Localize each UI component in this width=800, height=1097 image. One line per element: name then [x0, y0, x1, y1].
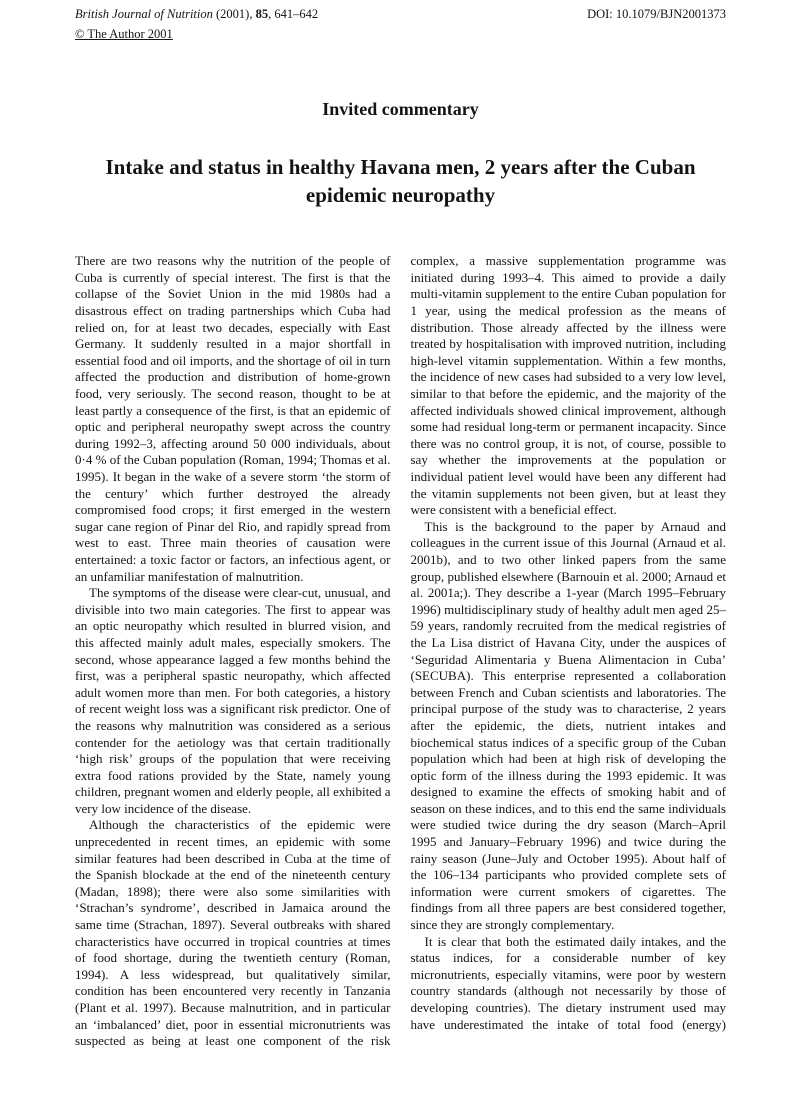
page-range: , 641–642: [268, 7, 319, 21]
paragraph: complex, a massive supplementation programme was initiated during 1993–4. This aimed to provide a daily multi-vitamin supplement to the entire Cuban population for 1 year, using the medical profession as the means of distribution. Those already affected by the illness were treated by hospitalisation with improved nutrition, including high-level vitamin supplementation. Within a few months, the incidence of new cases had subsided to a very low level, similar to that before the epidemic, and the majority of the affected individuals showed clinical improvement, although some had residual long-term or permanent incapacity. Since there was no control group, it is not, of course, possible to say whether the improvements at the population or individual patient level would have been any different had the vitamin supplements not been given, but at least they were consistent with a beneficial effect.: [410, 253, 726, 518]
article-title: Intake and status in healthy Havana men, 2 years after the Cuban epidemic neuropathy: [105, 154, 696, 207]
citation-line: [75, 6, 318, 24]
page-header: [75, 6, 726, 43]
paragraph: This is the background to the paper by Arnaud and colleagues in the current issue of this Journal (Arnaud et al. 2001b), and to two other linked papers from the same group, published elsewhere (Barnouin et al. 2000; Arnaud et al. 2001a;). They describe a 1-year (March 1995–February 1996) multidisciplinary study of healthy adult men aged 25–59 years, randomly recruited from the medical registries of the La Lisa district of Havana City, under the auspices of ‘Seguridad Alimentaria y Buena Alimentacion in Cuba’ (SECUBA). This enterprise represented a collaboration between French and Cuban scientists and laboratories. The principal purpose of the study was to characterise, 2 years after the epidemic, the diets, nutrient intakes and biochemical status indices of a specific group of the Cuban population which had been at high risk of developing the optic form of the illness during the 1993 epidemic. It was designed to examine the effects of smoking habit and of season on these indices, and to this end the same individuals were studied twice during the dry season (March–April 1995 and January–February 1996) and twice during the rainy season (June–July and October 1995). About half of the 106–134 participants who provided complete sets of information were current smokers of cigarettes. The findings from all three papers are best considered together, since they are strongly complementary.: [410, 518, 726, 933]
copyright-line: © The Author 2001: [75, 26, 173, 41]
doi-label: DOI: 10.1079/BJN2001373: [587, 7, 726, 21]
article-body: [75, 253, 726, 1050]
citation-middle: (2001),: [212, 7, 256, 21]
citation-block: [75, 6, 318, 43]
left-column: [75, 253, 391, 1050]
paragraph: The symptoms of the disease were clear-cut, unusual, and divisible into two main categories. The first to appear was an optic neuropathy which resulted in blurred vision, and this affected mainly adult males, especially smokers. The second, whose appearance lagged a few months behind the first, was a peripheral spastic neuropathy, which affected adult women more than men. For both categories, a history of recent weight loss was a significant risk predictor. One of the reasons why malnutrition was considered as a serious contender for the aetiology was that certain traditionally ‘high risk’ groups of the population that were receiving extra food rations provided by the State, namely young children, pregnant women and elderly people, all exhibited a very low incidence of the disease.: [75, 585, 391, 816]
paragraph: Although the characteristics of the epidemic were unprecedented in recent times, an epidemic with some similar features had been described in Cuba at the time of the Spanish blockade at the end of the nineteenth century (Madan, 1898); there were also some similarities with ‘Strachan’s syndrome’, described in Jamaica around the same time (Strachan, 1897). Several outbreaks with shared characteristics have occurred in tropical countries at times of food shortage, during the twentieth century (Roman, 1994). A less widespread, but qualitatively similar, condition has been encountered very recently in Tanzania (Plant et al. 1997). Because malnutrition, and in particular an ‘imbalanced’ diet, poor in essential micronutrients was suspected as being at least one component of the risk: [75, 817, 391, 1049]
journal-name: British Journal of Nutrition: [75, 7, 213, 21]
commentary-heading: Invited commentary: [322, 99, 479, 119]
paragraph: It is clear that both the estimated daily intakes, and the status indices, for a considerable number of key micronutrients, especially vitamins, were poor by western country standards (although not necessarily by those of developing countries). The dietary instrument used may have underestimated the intake of total food (energy): [410, 933, 726, 1032]
right-column: [411, 253, 727, 1050]
volume-number: 85: [255, 7, 269, 21]
paragraph: There are two reasons why the nutrition of the people of Cuba is currently of special interest. The first is that the collapse of the Soviet Union in the mid 1980s had a disastrous effect on trading partnerships which Cuba had relied on, for at least two decades, especially with East Germany. It suddenly resulted in a major shortfall in essential food and oil imports, and the shortage of oil in turn affected the production and distribution of home-grown food, very seriously. The second reason, thought to be at least partly a consequence of the first, is that an epidemic of optic and peripheral neuropathy swept across the country during 1992–3, affecting around 50 000 individuals, about 0·4 % of the Cuban population (Roman, 1994; Thomas et al. 1995). It began in the wake of a severe storm ‘the storm of the century’ which further destroyed the already compromised food crops; it first emerged in the western sugar cane region of Pinar del Rio, and rapidly spread from west to east. Three main theories of causation were entertained: a toxic factor or factors, an infectious agent, or an unfamiliar manifestation of malnutrition.: [75, 253, 391, 584]
